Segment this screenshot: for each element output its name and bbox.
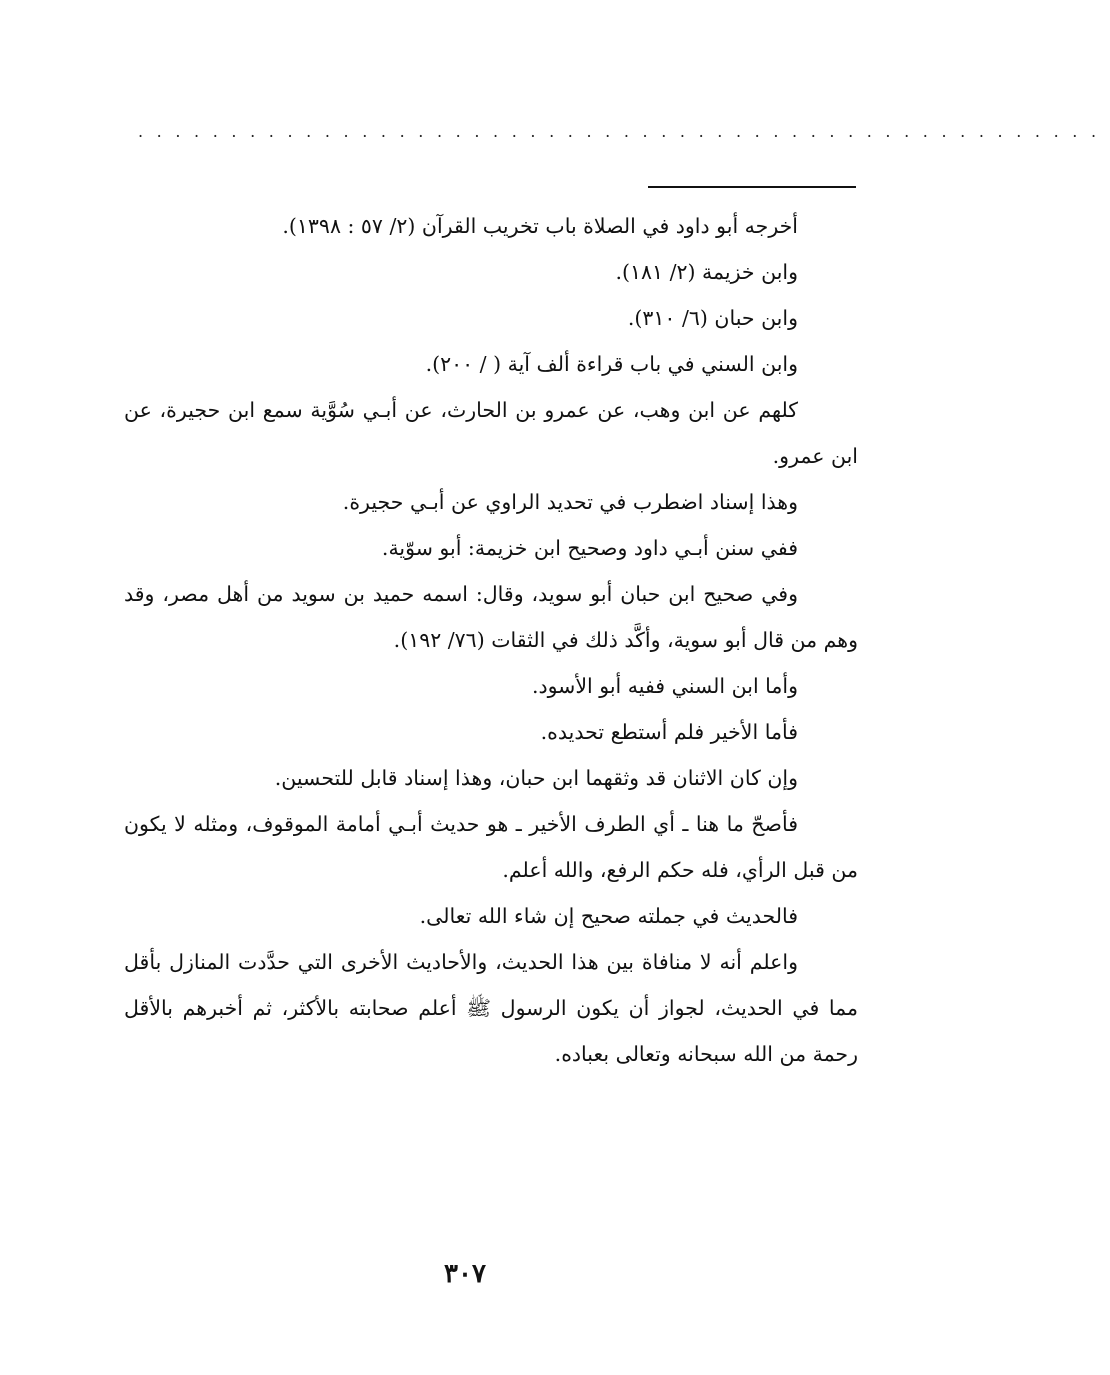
paragraph-isnad-discrepancy: وهذا إسناد اضطرب في تحديد الراوي عن أبـي حجيرة. <box>342 490 798 514</box>
paragraph-isnad-grading: وإن كان الاثنان قد وثقهما ابن حبان، وهذا إسناد قابل للتحسين. <box>274 766 798 790</box>
paragraph-isnad-chain: كلهم عن ابن وهب، عن عمرو بن الحارث، عن أبـي سُوَّية سمع ابن حجيرة، عن ابن عمرو. <box>124 398 858 468</box>
footnote-text-block <box>124 203 858 1077</box>
paragraph-hadith-verdict: فالحديث في جملته صحيح إن شاء الله تعالى. <box>419 904 798 928</box>
paragraph-sahih-ibn-hibban: وفي صحيح ابن حبان أبو سويد، وقال: اسمه حميد بن سويد من أهل مصر، وقد وهم من قال أبو سوية، وأكَّد ذلك في الثقات (٧٦/ ١٩٢). <box>124 582 858 652</box>
paragraph-sunan-abu-dawud: ففي سنن أبـي داود وصحيح ابن خزيمة: أبو سوّية. <box>381 536 798 560</box>
paragraph-ibn-hibban: وابن حبان (٦/ ٣١٠). <box>627 306 798 330</box>
paragraph-abu-dawud: أخرجه أبو داود في الصلاة باب تخريب القرآن (٢/ ٥٧ : ١٣٩٨). <box>282 214 798 238</box>
dotted-separator: .................................................... <box>138 122 1110 141</box>
paragraph-ibn-sunni: وابن السني في باب قراءة ألف آية ( / ٢٠٠). <box>425 352 798 376</box>
paragraph-ibn-sunni-narrator: وأما ابن السني ففيه أبو الأسود. <box>531 674 798 698</box>
footnote-divider-line <box>648 186 856 188</box>
page-number: ٣٠٧ <box>444 1259 486 1289</box>
paragraph-last-narrator: فأما الأخير فلم أستطع تحديده. <box>540 720 798 744</box>
paragraph-ibn-khuzaymah: وابن خزيمة (٢/ ١٨١). <box>615 260 798 284</box>
paragraph-abu-umamah: فأصحّ ما هنا ـ أي الطرف الأخير ـ هو حديث أبـي أمامة الموقوف، ومثله لا يكون من قبل الرأي، فله حكم الرفع، والله أعلم. <box>124 812 858 882</box>
paragraph-reconciliation: واعلم أنه لا منافاة بين هذا الحديث، والأحاديث الأخرى التي حدَّدت المنازل بأقل مما في الحديث، لجواز أن يكون الرسول ﷺ أعلم صحابته بالأكثر، ثم أخبرهم بالأقل رحمة من الله سبحانه وتعالى بعباده. <box>124 950 858 1066</box>
